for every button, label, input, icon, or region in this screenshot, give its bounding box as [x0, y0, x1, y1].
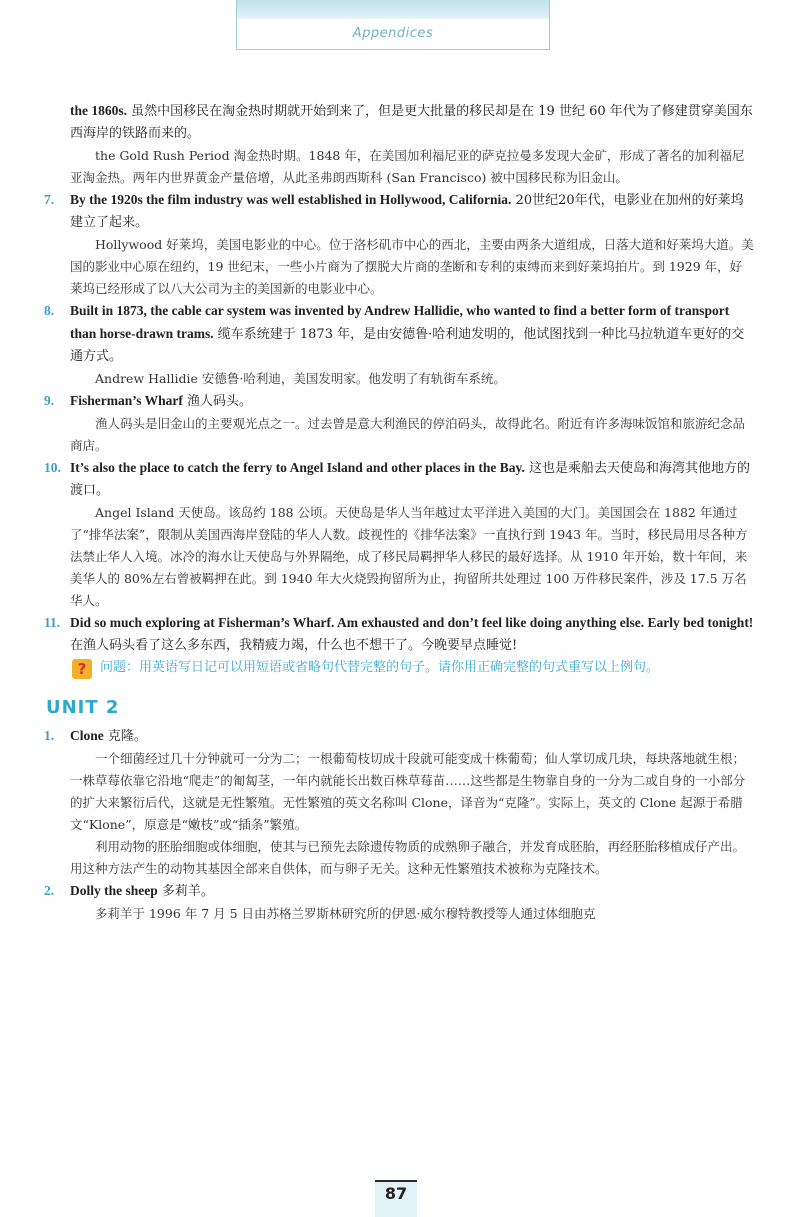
appendices-header-tab — [236, 0, 550, 50]
entries-after — [44, 725, 754, 925]
annotation-entry — [44, 390, 754, 457]
entry-heading — [44, 390, 754, 413]
english-phrase: Clone — [70, 728, 104, 743]
annotation-entry — [44, 189, 754, 300]
explanatory-note: Hollywood 好莱坞，美国电影业的中心。位于洛杉矶市中心的西北，主要由两条大道组成，日落大道和好莱坞大道。美国的影业中心原在纽约，19 世纪末，一些小片商为了摆脱大片商的垄断和专利的束缚而来到好莱坞拍片。到 1929 年，好莱坞已经形成了以八大公司为主的美国新的电影业中心。 — [70, 237, 754, 296]
entry-heading — [44, 100, 754, 145]
chinese-translation: 这也是乘船去天使岛和海湾其他地方的渡口。 — [70, 461, 751, 498]
chinese-translation: 虽然中国移民在淘金热时期就开始到来了，但是更大批量的移民却是在 19 世纪 60 年代为了修建贯穿美国东西海岸的铁路而来的。 — [70, 104, 753, 141]
annotation-entry — [44, 725, 754, 880]
explanatory-note: the Gold Rush Period 淘金热时期。1848 年，在美国加利福尼亚的萨克拉曼多发现大金矿，形成了著名的加利福尼亚淘金热。两年内世界黄金产量倍增，从此圣弗朗西斯科 (San Francisco) 被中国移民称为旧金山。 — [70, 148, 745, 185]
entry-number: 1. — [44, 728, 55, 743]
entry-number: 9. — [44, 393, 55, 408]
annotation-entry — [44, 612, 754, 657]
annotation-entry — [44, 457, 754, 612]
question-block — [44, 657, 754, 679]
chinese-translation: 渔人码头。 — [182, 394, 253, 409]
chinese-translation: 克隆。 — [103, 729, 147, 744]
question-mark-icon: ? — [72, 659, 92, 679]
entry-heading — [44, 725, 754, 748]
entry-number: 10. — [44, 460, 61, 475]
entry-number: 11. — [44, 615, 61, 630]
explanatory-note: Angel Island 天使岛。该岛约 188 公顷。天使岛是华人当年越过太平洋进入美国的大门。美国国会在 1882 年通过了“排华法案”，限制从美国西海岸登陆的华人人数。歧视性的《排华法案》一直执行到 1943 年。当时，移民局用尽各种方法禁止华人入境。冰冷的海水让天使岛与外界隔绝，成了移民局羁押华人移民的最好选择。从 1910 年开始，数十年间，来美华人的 80%左右曾被羁押在此。到 1940 年大火烧毁拘留所为止，拘留所共处理过 100 万件移民案件，涉及 17.5 万名华人。 — [70, 505, 748, 608]
annotation-entry — [44, 880, 754, 925]
page-number: 87 — [384, 1184, 408, 1203]
question-text: 问题：用英语写日记可以用短语或省略句代替完整的句子。请你用正确完整的句式重写以上例句。 — [100, 660, 660, 675]
chinese-translation: 20世纪20年代，电影业在加州的好莱坞建立了起来。 — [70, 193, 744, 230]
english-phrase: Dolly the sheep — [70, 883, 158, 898]
entry-heading — [44, 880, 754, 903]
chinese-translation: 在渔人码头看了这么多东西，我精疲力竭，什么也不想干了。今晚要早点睡觉! — [70, 638, 518, 653]
entry-heading — [44, 300, 754, 368]
explanatory-note: 一个细菌经过几十分钟就可一分为二；一根葡萄枝切成十段就可能变成十株葡萄；仙人掌切成几块，每块落地就生根；一株草莓依靠它沿地“爬走”的匍匐茎，一年内就能长出数百株草莓苗……这些都是生物靠自身的一分为二或自身的一小部分的扩大来繁衍后代，这就是无性繁殖。无性繁殖的英文名称叫 Clone，译音为“克隆”。实际上，英文的 Clone 起源于希腊文“Klone”，原意是“嫩枝”或“插条”繁殖。 — [70, 751, 746, 832]
entry-heading — [44, 189, 754, 234]
explanatory-note: 利用动物的胚胎细胞或体细胞，使其与已预先去除遗传物质的成熟卵子融合，并发育成胚胎，再经胚胎移植成仔产出。用这种方法产生的动物其基因全部来自供体，而与卵子无关。这种无性繁殖技术被称为克隆技术。 — [70, 839, 746, 876]
annotation-entry — [44, 100, 754, 189]
entry-number: 8. — [44, 303, 55, 318]
explanatory-note: Andrew Hallidie 安德鲁·哈利迪，美国发明家。他发明了有轨街车系统。 — [95, 371, 506, 386]
english-phrase: Did so much exploring at Fisherman’s Wharf. Am exhausted and don’t feel like doing anything else. Early bed tonight! — [70, 615, 754, 630]
entry-number: 2. — [44, 883, 55, 898]
explanatory-note: 多莉羊于 1996 年 7 月 5 日由苏格兰罗斯林研究所的伊恩·威尔穆特教授等人通过体细胞克 — [95, 906, 596, 921]
explanatory-note: 渔人码头是旧金山的主要观光点之一。过去曾是意大利渔民的停泊码头，故得此名。附近有许多海味饭馆和旅游纪念品商店。 — [70, 416, 746, 453]
entry-number: 7. — [44, 192, 55, 207]
page-content — [44, 100, 754, 925]
annotation-entry — [44, 300, 754, 390]
english-phrase: Fisherman’s Wharf — [70, 393, 183, 408]
page-number-box — [375, 1180, 417, 1217]
entry-heading — [44, 457, 754, 502]
chinese-translation: 多莉羊。 — [157, 884, 214, 899]
english-phrase: Built in 1873, the cable car system was invented by Andrew Hallidie, who wanted to find a better form of transport than horse-drawn trams. — [70, 303, 730, 341]
entry-heading — [44, 612, 754, 657]
chinese-translation: 缆车系统建于 1873 年，是由安德鲁·哈利迪发明的，他试图找到一种比马拉轨道车更好的交通方式。 — [70, 327, 745, 364]
header-label: Appendices — [352, 26, 434, 41]
entries-before — [44, 100, 754, 657]
english-phrase: By the 1920s the film industry was well established in Hollywood, California. — [70, 192, 512, 207]
english-phrase: the 1860s. — [70, 103, 127, 118]
english-phrase: It’s also the place to catch the ferry to Angel Island and other places in the Bay. — [70, 460, 525, 475]
unit-title: UNIT 2 — [46, 697, 120, 718]
